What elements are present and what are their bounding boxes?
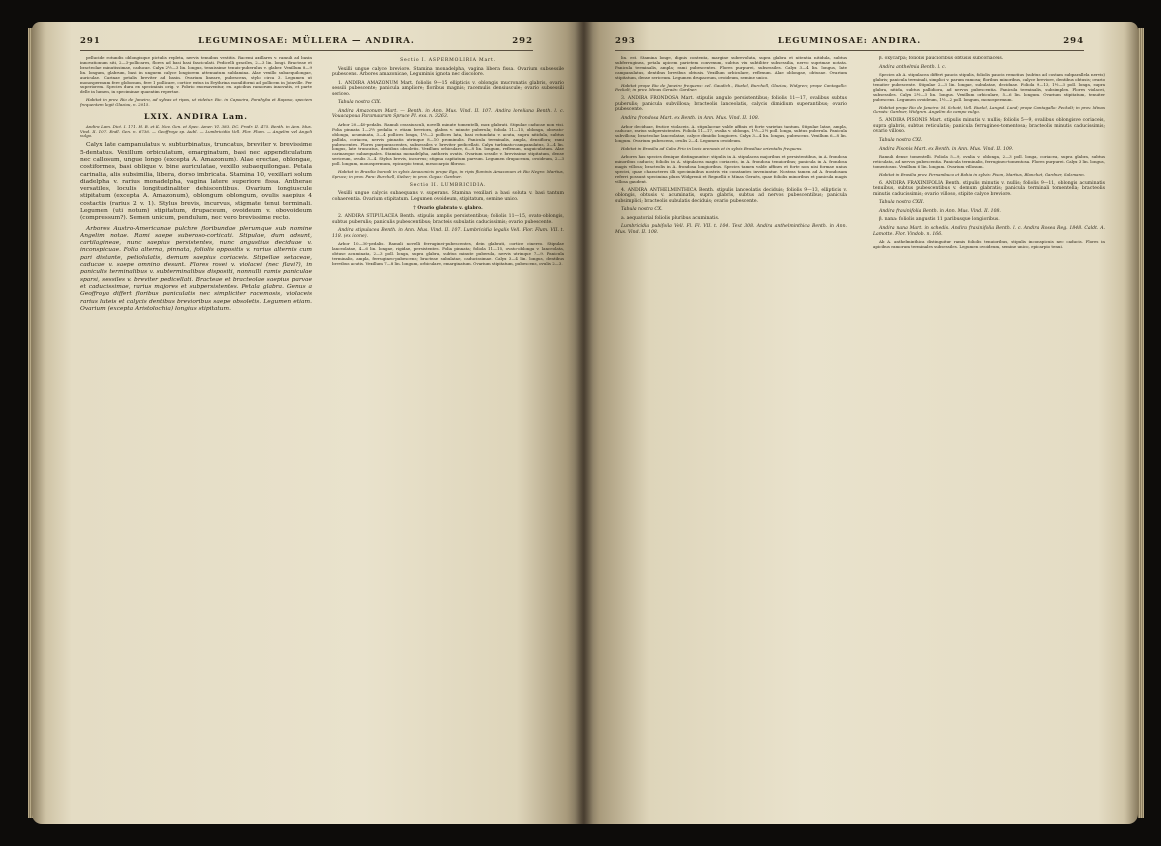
genus-heading: LXIX. ANDIRA Lam. — [144, 112, 248, 122]
page-edges-right — [1138, 28, 1144, 818]
section-heading: Sectio II. LUMBRICIDIA. — [409, 182, 487, 188]
text-paragraph: Andira Pisonis Mart. ex Benth. in Ann. Mus. Vind. II. 109. — [879, 146, 1014, 152]
text-paragraph: Habitat prope Rio de Janeiro frequens: cel. Gaudich., Riedel, Burchell, Glaziou, Widgren; prope Cantagallo: Peckolt; in prov. Minas Geraës: Gardner. — [615, 82, 847, 93]
header-rule — [615, 50, 1084, 51]
text-paragraph: β. nana: foliolis angustis 11 paribusque longioribus. — [879, 217, 1000, 223]
text-paragraph: Andira frondosa Mart. ex Benth. in Ann. Mus. Vind. II. 108. — [621, 115, 760, 121]
text-paragraph: Vexilli ungue calyce breviore. Stamina monadelpha, vagina libera fissa. Ovarium subsessile pubescens. Arbores amazonicae, Leguminis ignota nec discolore. — [332, 66, 564, 78]
running-title: LEGUMINOSAE: ANDIRA. — [777, 36, 922, 46]
text-paragraph: 2. ANDIRA STIPULACEA Benth. stipulis amplis persistentibus; foliolis 11—15, ovato-oblongis, subtus puberulis; paniculis pubescentibus; bracteis subulatis caducissimis; ovario pubescente. — [332, 214, 564, 225]
text-paragraph: Arbor 20—40-pedalis. Ramuli crassiusculi, novelli minute tomentelli, mox glabrati. Stipulae caducae non visi. Folia pinnata 1—2½ pedalia v. etiam breviora, glabra v. minute puberula; foliola 11—15, oblonga, obovato-oblonga, acuminata, 3—4 pollices longa, 1½—2 pollices lata, basi rotundata v. acuta, supra nitidula, subtus pallida, coriacea, nervis pinnatis utrinque 8—10 prominulis. Panicula terminalis, ampla, densiflora; rami pubescentes. Flores purpurascentes, subsessiles v. breviter pedicellati. Calyx turbinato-campanulatus, 3—4 lin. longus, late truncatus, dentibus obsoletis. Vexillum orbiculare, 6—8 lin. longum, reflexum, unguiculatum. Alae carinaeque subaequales. Stamina monadelpha, antheris ovatis. Ovarium sessile v. brevissime stipitatum, dense sericeum, ovulis 3—4. Stylus brevis, incurvus; stigma capitatum parvum. Legumen drupaceum, ovoideum, 2—3 poll. longum, monospermum, epicarpio tenui, mesocarpio fibroso. — [332, 121, 564, 167]
running-header-left — [80, 36, 533, 50]
text-paragraph: Lumbricidia pubifoila Vell. Fl. Fl. VII. t. 104. Text 308. Andira anthelminthica Benth. in Ann. Mus. Vind. II. 108. — [615, 224, 847, 235]
text-paragraph: a. aequatorial foliolis pluribus acuminatis. — [621, 215, 720, 221]
text-paragraph: Calyx late campanulatus v. subturbinatus, truncatus, breviter v. brevissime 5-dentatus. Vexillum orbiculatum, emarginatum, basi nec appendiculatum nec callosum, ungue longo (excepta A. Amazonum). Alae erectae, oblongae, costiformes, basi oblique v. bine auriculatae, vexillo subaequilongae. Petala carinalia, alis subsimilia, libera, dorso imbricata. Stamina 10, vexillari solum diadelpha v. rarius monadelpha, vagina latere superiore fissa. Antherae versatiles, loculis longitudinaliter dehiscentibus. Ovarium longiuscule stipitatum (excepta A. Amazonum), oblongum oblongum, ovulis saepius 4 costactis (rarius 2 v. 1). Stylus brevis, incurvus, stigmate tenui terminali. Legumen (uti notum) stipitatum, drupaceum, ovoideum v. obovoideum (compressum?). Semen unicum, pendulum, nec vero brevissime recto. — [80, 142, 312, 222]
text-column — [80, 56, 312, 796]
text-paragraph: Arbor deciduae, frutice violaceis. A. stipulaceae valde affinis et forte varietas tantum. Stipulae latae, ampla, caducae, rarius subpersistentes. Foliola 11—17, ovalia v. oblonga, 1½—2½ poll. longa, subtus puberula. Panicula subvillosa; bracteolae lanceolatae, calyce dimidio longiores. Calyx 3—4 lin. longus, pubescens. Vexillum 6—8 lin. longum. Ovarium pubescens, ovulis 2—4. Legumen ovoideum. — [615, 123, 847, 144]
text-paragraph: † Ovario glabrato v. glabro. — [413, 205, 483, 211]
book-gutter — [575, 22, 593, 824]
text-paragraph: Habitat in Brasilia prov. Pernambuco et Bahia in sylvis: Pison, Martius, Blanchet, Gardner, Salzmann. — [879, 171, 1085, 177]
text-paragraph: Andira stipulacea Benth. in Ann. Mus. Vind. II. 107. Lumbricidia legalis Vell. Flor. Flum. VII. t. 118. (ex icone). — [332, 228, 564, 239]
text-paragraph: 4. ANDIRA ANTHELMINTHICA Benth. stipulis lanceolatis deciduis; foliolis 9—13, ellipticis v. oblongis, obtusis v. acuminatis, supra glabris, subtus ad nervos pubescentibus; panicula subsimplici; bracteolis subulatis deciduis; ovario pubescente. — [615, 187, 847, 204]
left-page — [32, 22, 583, 824]
text-paragraph: Tabula nostra CIX. — [338, 100, 382, 106]
text-paragraph: Habitat prope Rio de Janeiro: M. Schott, Vell. Riedel, Langsd. Lund; prope Cantagallo: Peckolt; in prov. Minas Geraës: Gardner, Widgren. Angelim do campo vulgo. — [873, 104, 1105, 115]
text-paragraph: Ramuli dense tomentelli. Foliola 5—9, ovalia v. oblonga, 2—3 poll. longa, coriacea, supra glabra, subtus reticulata, ad nervos pubescentia. Panicula terminalis, ferrugineo-tomentosa. Flores purpurei. Calyx 3 lin. longus, tomentosus. Vexillum 6 lin. longum. Ovarium villosum. — [873, 154, 1105, 169]
text-paragraph: Andira Amazonum Mart. — Benth. in Ann. Mus. Vind. II. 107. Andira loreliana Benth. l. c. Vouacapoua Paramaurum Spruce Pl. exs. n. 3263. — [332, 108, 564, 120]
text-paragraph: Arbor 10—30-pedalis. Ramuli novelli ferruginei-pubescentes, dein glabrati, cortice cinereo. Stipulae lanceolatae, 4—6 lin. longae, rigidae, persistentes. Folia pinnata; foliola 11—15, ovato-oblonga v. lanceolata, obtuse acuminata, 2—3 poll. longa, supra glabra, subtus minute puberula, nervis utrinque 7—9. Panicula terminalis, ampla, ferrugineo-pubescens; bracteae subulatae, caducissimae. Calyx 3—4 lin. longus, dentibus brevibus acutis. Vexillum 7—8 lin. longum, orbiculare, emarginatum. Ovarium stipitatum, pubescens, ovulis 2—3. — [332, 241, 564, 266]
text-paragraph: Andira fraxinifolia Benth. in Ann. Mus. Vind. II. 108. — [879, 208, 1001, 214]
text-paragraph: 1. ANDIRA AMAZONUM Mart. foliolis 9—15 ellipticis v. oblongis mucronatis glabris, ovario sessili pubescente; panicula ampliore; floribus magnis; racemulis densiuscule; ovario subsessili sericeo. — [332, 80, 564, 97]
text-paragraph: 6. ANDIRA FRAXINIFOLIA Benth. stipulis minutis v. nullis; foliolis 9—11, oblongis acuminatis tenuibus, subtus pubescentibus v. demum glabratis; panicula terminali tomentella; bracteolis minutis caducissimis; ovario villoso, stipite calyce breviore. — [873, 180, 1105, 197]
text-paragraph: 5. ANDIRA PISONIS Mart. stipulis minutis v. nullis; foliolis 5—9, ovalibus oblongisve coriaceis, supra glabris, subtus reticulatis; panicula ferrugineo-tomentosa; bracteolis minutis caducissimis; ovario villoso. — [873, 118, 1105, 135]
text-paragraph: Species ab A. stipulacea differt paucis stipulis, foliolis paucis remotius (subtus ad costam subparallela nervis) glabris; panicula terminali, simplici v. parum ramosa; floribus minoribus, calyce breviore, dentibus obtusis; ovario tenuiter pubescente. Stipulae 2—3 lin. longae, subulatae, deciduae. Foliola 9—13, 1½—3 poll. longa, supra glabra, nitida, subtus pallidiora, ad nervos pubescentia. Panicula terminalis, subsimplex. Flores violacei, subsessiles. Calyx 2½—3 lin. longus. Vexillum orbiculare, 5—6 lin. longum. Ovarium stipitatum, tenuiter pubescens. Legumen ovoideum, 1½—2 poll. longum, monospermum. — [873, 72, 1105, 102]
text-paragraph: Habitat in Brasilia ad Cabo Frio in locis arenosis et in sylvis Brasiliae orientalis frequens. — [621, 146, 803, 152]
text-paragraph: Vexilli ungue calycis subaequans v. superans. Stamina vexillari a basi soluta v. basi tantum cohaerentia. Ovarium stipitatum. Legumen ovoideum, stipitatum, semine unico. — [332, 191, 564, 202]
text-paragraph: Habitat in Brasilia boreali in sylvis Amazonicis prope Ega, in ripis fluminis Amazonum et Rio Negro: Martius, Spruce; in prov. Para: Burchell, Sieber; in prov. Goyaz: Gardner. — [332, 169, 564, 179]
text-paragraph: β. oxycarpa; foliolis paucioribus obtusis subcoriaceis. — [879, 56, 1004, 61]
text-paragraph: Andira anthelmia Benth. l. c. — [879, 64, 946, 70]
text-paragraph: Habitat in prov. Rio de Janeiro, ad sylvas et ripas, ut videtur. Ric. in Capoeira, Parahyba et Raposo, speciem frequentem legit Glaziou, n. 2015. — [80, 97, 312, 108]
text-paragraph: 3. ANDIRA FRONDOSA Mart. stipulis angulo persistentibus; foliolis 11—17, ovalibus subtus puberulis; panicula subvillosa; bracteolis lanceolatis, calycis dimidium superantibus; ovario pubescente. — [615, 96, 847, 113]
text-paragraph: Tabula nostra CXI. — [879, 137, 923, 143]
right-page — [583, 22, 1138, 824]
running-title: LEGUMINOSAE: MÜLLERA — ANDIRA. — [198, 36, 415, 46]
text-paragraph: Arbores has species denique distinguuntur: stipulis in A. stipulacea majoribus et persistentibus, in A. frondosa minoribus caducis; foliolis in A. stipulacea magis coriaceis, in A. frondosa tenuioribus; panicula in A. frondosa magis villosa; bracteolis in A. frondosa longioribus. Species tamen valde affines et forte non nisi formae unius speciei, quae characteres illi speciminibus nostris vix constantes inveniuntur. Nostras tamen ad A. frondosam referri possunt specimina plura Widgrenii et Regnellii e Minas Geraës, quae foliolis minoribus et panicula magis villosa gaudent. — [615, 154, 847, 184]
text-column — [332, 56, 564, 796]
text-paragraph: pellucide rotundis oblongisque pictulis repleta, nervis tenuibus vestitis. Racemi axillares v. ramuli ad basin innovationum siti, 2—3-pollicares, flores ad basi basi fasciculati. Pedicelli graciles, 2—3 lin. longi. Bracteae et bracteolae minutissimae, caducae. Calyx 2½—3 lin. longus, tenuissime tenuis-puberulus v. glaber. Vexillum 8—9 lin. longum, glabrum, basi in unguem calyce longiorem attenuatum sublamina. Alae vexillo subaequilongae, auriculae. Carinae petalis breviter ad basin. Ovarium lineare, pubescens, stylo circa 3. Legumen ut monospermum fere globosum, fere 1 pollicare, cortice extus in Erythrina moniliformi ad pollicem in Joinville. Per superiorem. Species dura ex speciminis orig. v. Pobrio exornaventur, ex. apicibus ramorum innovatis, et parte delle in lumen, in speciminae quaeatim repertae. — [80, 56, 312, 95]
running-header-right — [615, 36, 1084, 50]
header-rule — [80, 50, 533, 51]
text-paragraph: Ab A. anthelminthica distinguitur ramis foliolis tenuioribus, stipulis inconspicuis nec caducis. Flores in apicibus ramorum terminales subsessiles. Legumen ovoideum, semine unico, epicarpio tenui. — [873, 239, 1105, 249]
page-number: 293 — [615, 36, 636, 46]
text-paragraph: Arbores Austro-Americanae pulchre floribundae plerumque sub nomine Angelim notae. Rami saepe suberoso-corticati. Stipulae, dum adsunt, cartilagineae, nunc saepius persistentes, nunc angustius deciduae v. inconspicuae. Folia alterna, pinnata, foliolis oppositis v. rarius alternis cum pari distante, petiolulatis, demum saepius coriaceis. Stipellae setaceae, caducae v. saepe omnino desunt. Flores rosei v. violacei (nec flavi?), in paniculis terminalibus v. subterminalibus dispositi, nonnulli ramis paniculae sparsi, sessiles v. breviter pedicellati. Bracteae et bracteolae saepius parvae et caducissimae, rarius majores et subpersistentes. Petala glabra. Genus a Geoffroya differt floribus paniculatis nec simpliciter racemosis, violaceis rarius luteis et calycis dentibus brevioribus saepe obsoletis. Legumen etiam. Ovarium (excepta Aristolochia) longius stipitatum. — [80, 225, 312, 312]
page-number: 292 — [512, 36, 533, 46]
text-paragraph: Andira Lam. Dict. I. 171. H. B. et K. Nov. Gen. et Spec. Amer. VI. 383. DC. Prodr. II. 475. Benth. in Ann. Mus. Vind. II. 107. Endl. Gen. n. 6736. — Geoffroya sp. Aubl. — Lumbricidia Vell. Flor. Flum. — Angelim vel Angeli vulgo. — [80, 123, 312, 139]
text-paragraph: lin. est. Stamina longe, dignis contenta, margine subrevoluta, supra glabra et nitentia nitidula, subtus subferruginea, petala apicem parietem convexum, subtus vix subtiliter subsessilia, nervo suprimae notata. Panicula terminalis, ampla; rami pubescentes. Flores purpurei, subsessiles. Calyx 3—4 lin. longus, late campanulatus, dentibus brevibus obtusis. Vexillum orbiculare, reflexum. Alae oblongae, obtusae. Ovarium stipitatum, dense sericeum. Legumen drupaceum, ovoideum, semine unico. — [615, 56, 847, 80]
text-paragraph: Tabula nostra CXII. — [879, 200, 925, 206]
text-paragraph: Andira nana Mart. in schedis. Andira fraxinifolia Benth. l. c. Andira Rosea Reg. 1848. Caldt. A. Lamotte. Flor. Vindob. n. 166. — [873, 225, 1105, 237]
text-column — [615, 56, 847, 796]
page-number: 291 — [80, 36, 101, 46]
text-paragraph: Tabula nostra CX. — [621, 207, 663, 213]
text-column — [873, 56, 1105, 796]
section-heading: Sectio I. ASPERMOLIRIA Mart. — [400, 58, 496, 63]
page-number: 294 — [1063, 36, 1084, 46]
